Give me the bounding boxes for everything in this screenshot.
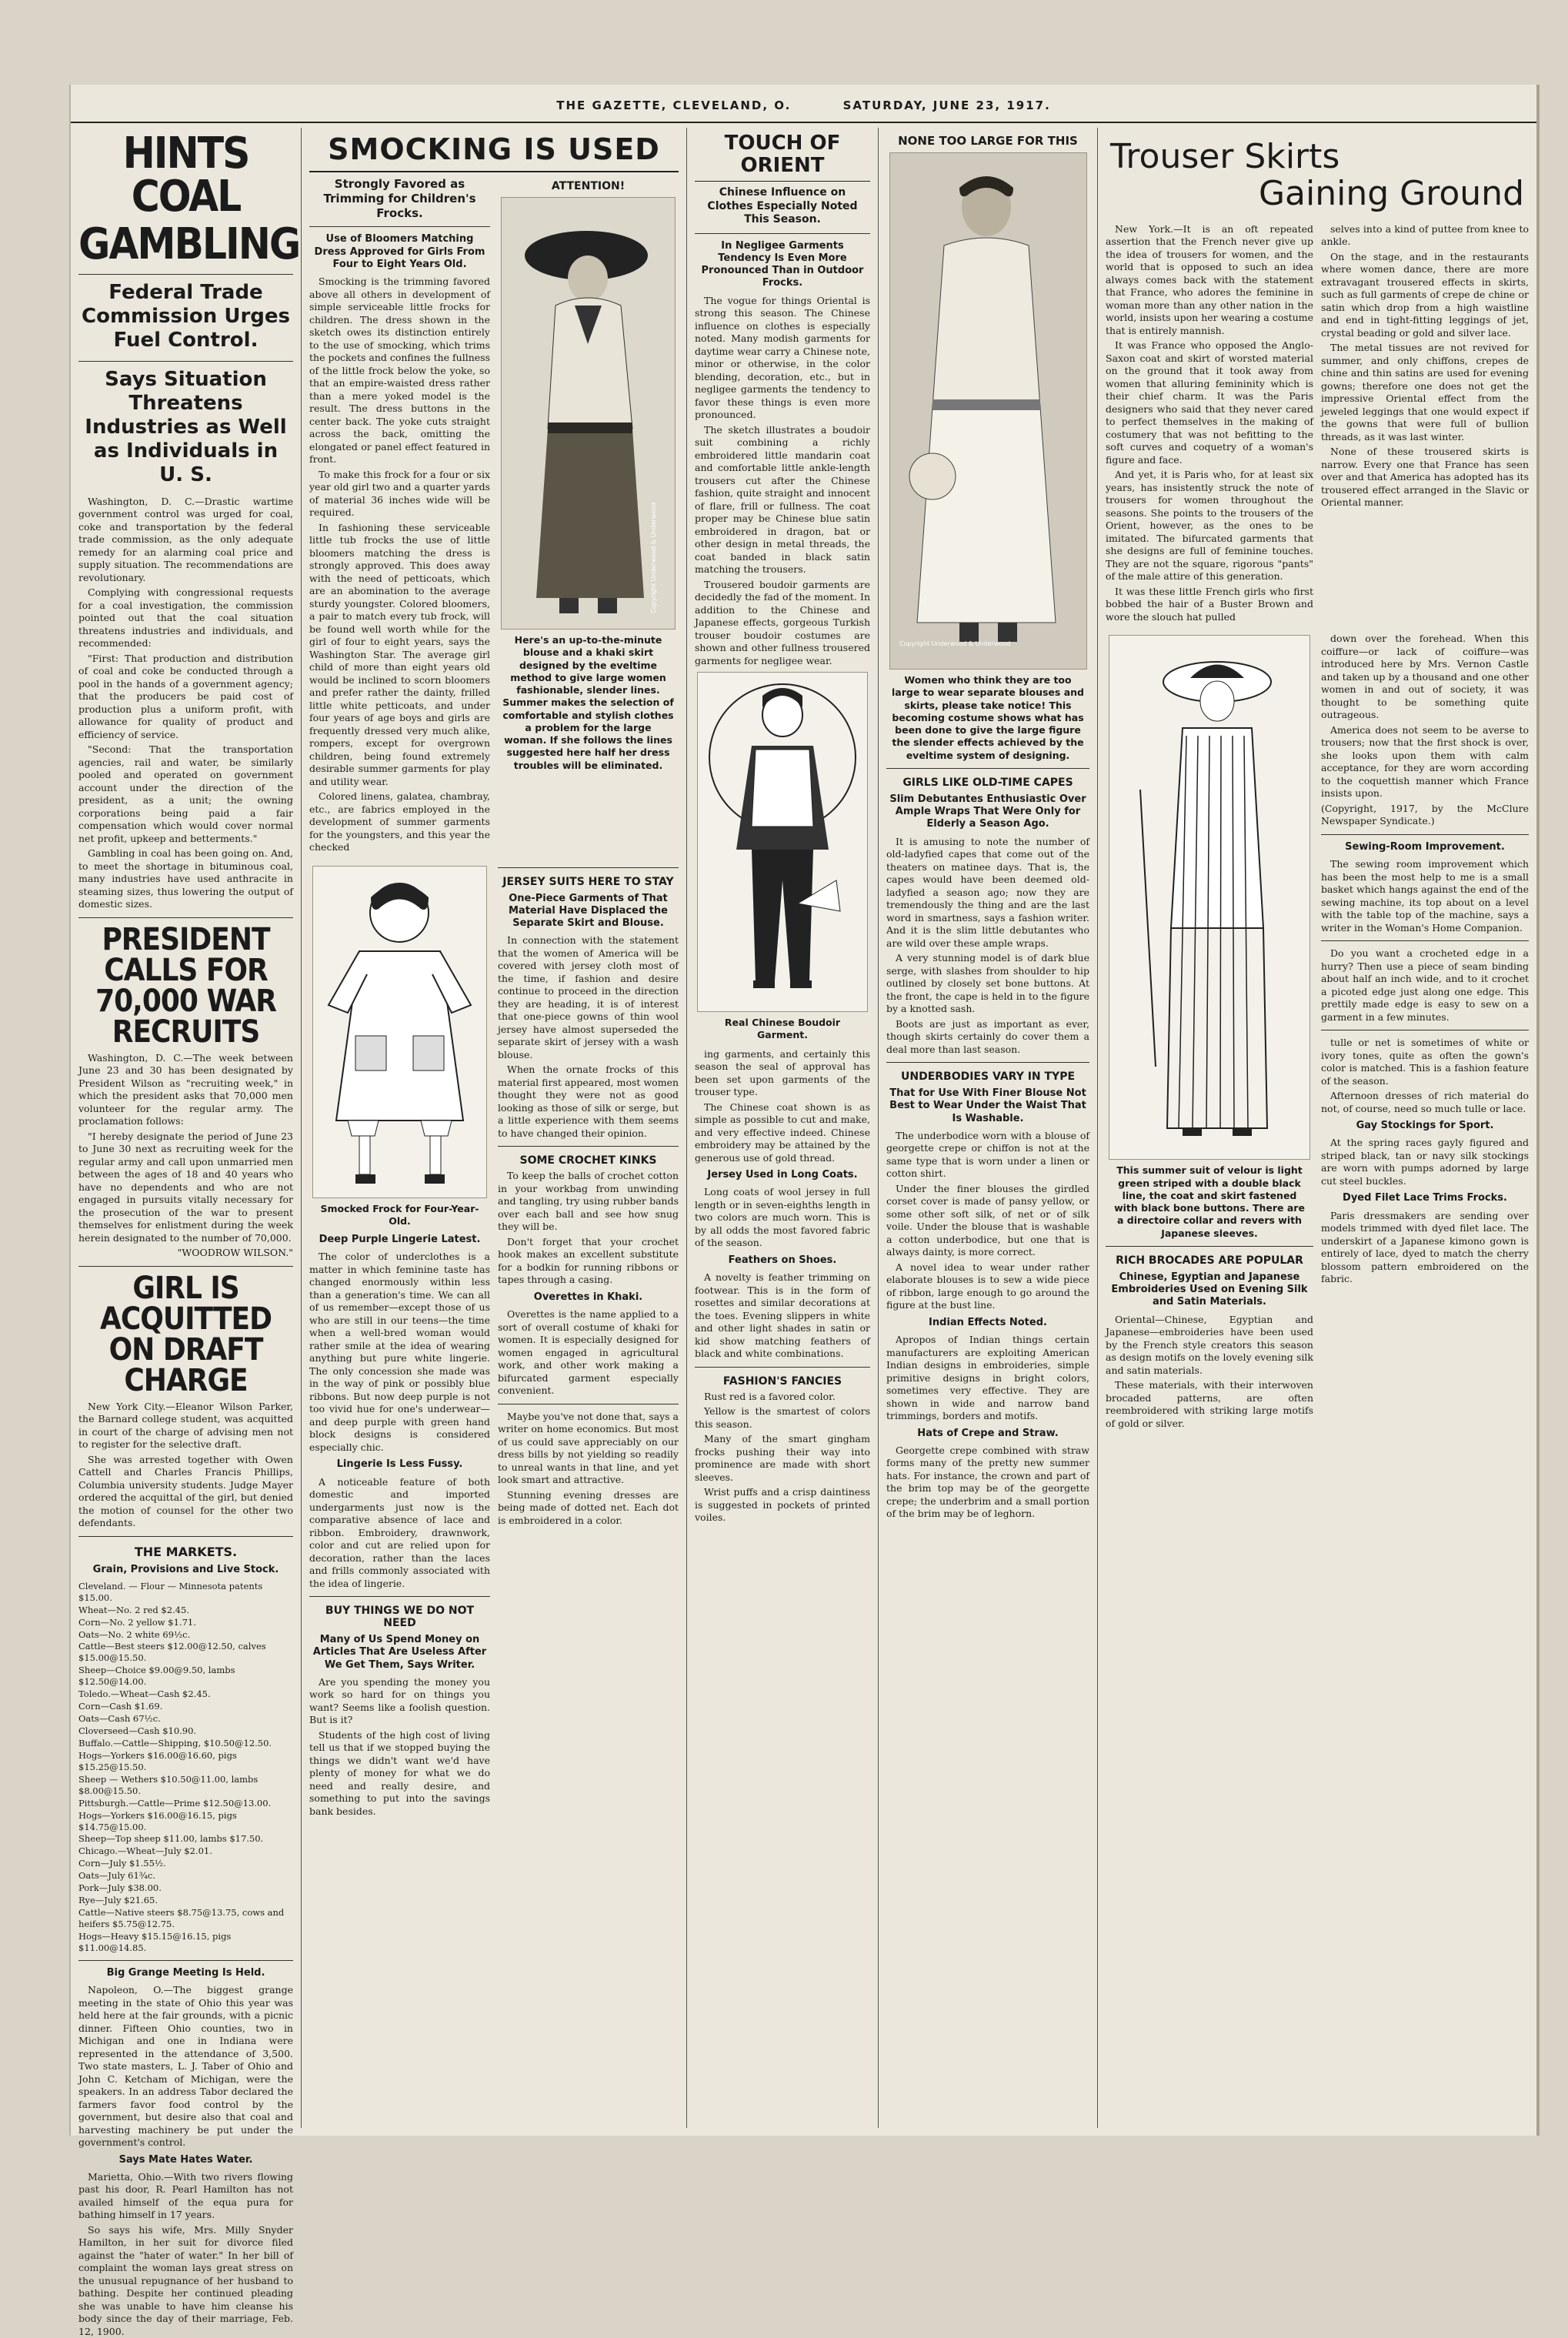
copyright-line: (Copyright, 1917, by the McClure Newspaper Syndicate.) bbox=[1321, 802, 1529, 827]
article-text: The sewing room improvement which has been the most help to me is a small basket which hangs against the end of the sewing machine, its top about on a level with the table top of the machine, says a writer in the Woman's Home Companion. bbox=[1321, 858, 1529, 934]
article-text: In connection with the statement that the women of America will be covered with jersey cloth most of the time, if fashion and desire continue to proceed in the direction they are heading, it is of interest that one-piece gowns of thin wool jersey have almost superseded the separate skirt of jersey with a wash blouse. bbox=[498, 934, 679, 1060]
markets-heading: THE MARKETS. bbox=[134, 1544, 238, 1559]
market-line: Pittsburgh.—Cattle—Prime $12.50@13.00. bbox=[78, 1797, 272, 1809]
article-text: Smocking is the trimming favored above all others in development of simple serviceable little frocks for children. The dress shown in the sketch owes its distinction entirely to the use of smocking, which trims the pockets and confines the fullness of the little frock below the yoke, so that an empire-waisted dress rather than a mere yoked model is the result. The dress buttons in the center back. The yoke cuts straight across the back, omitting the elongated or panel effect featured in front. bbox=[309, 276, 490, 465]
illustration-velour-suit bbox=[1109, 635, 1310, 1160]
article-text: tulle or net is sometimes of white or ivory tones, quite as often the gown's color is matched. This is a fashion feature of the season. bbox=[1321, 1037, 1529, 1087]
article-text: A very stunning model is of dark blue serge, with slashes from shoulder to hip outlined by closely set bone buttons. At the front, the cape is held in to the figure by a knotted sash. bbox=[886, 952, 1089, 1014]
headline-line-2: Gaining Ground bbox=[1258, 174, 1524, 214]
underbodies-heading: UNDERBODIES VARY IN TYPE bbox=[900, 1070, 1076, 1083]
grange-heading: Big Grange Meeting Is Held. bbox=[106, 1966, 265, 1979]
feathers-heading: Feathers on Shoes. bbox=[728, 1254, 837, 1266]
deck-federal-trade: Federal Trade Commission Urges Fuel Control. bbox=[78, 274, 293, 353]
column-3 bbox=[686, 128, 879, 2128]
article-text: The metal tissues are not revived for summer, and only chiffons, crepes de chine and thin satins are used for evening gowns; therefore one does not get the impressive Oriental effect from the jeweled leggings that one would expect if the gowns that were full of bullion threads, as it was last winter. bbox=[1321, 342, 1529, 443]
article-text: Rust red is a favored color. bbox=[704, 1390, 836, 1402]
deck-situation: Says Situation Threatens Industries as Well as Individuals in U. S. bbox=[78, 361, 293, 488]
filet-heading: Dyed Filet Lace Trims Frocks. bbox=[1343, 1192, 1507, 1204]
brocades-heading: RICH BROCADES ARE POPULAR bbox=[1116, 1254, 1303, 1267]
overettes-heading: Overettes in Khaki. bbox=[533, 1291, 643, 1303]
headline-line-1: Trouser Skirts bbox=[1110, 137, 1340, 176]
capes-heading: GIRLS LIKE OLD-TIME CAPES bbox=[902, 776, 1073, 789]
child-frock-drawing bbox=[313, 867, 486, 1197]
woman-photo-figure bbox=[890, 153, 1086, 669]
article-text: Afternoon dresses of rich material do not, of course, need so much tulle or lace. bbox=[1321, 1090, 1529, 1114]
brocades-sub: Chinese, Egyptian and Japanese Embroideries Used on Evening Silk and Satin Materials. bbox=[1111, 1271, 1308, 1308]
market-line: Buffalo.—Cattle—Shipping, $10.50@12.50. bbox=[78, 1737, 272, 1748]
buy-heading: BUY THINGS WE DO NOT NEED bbox=[325, 1605, 475, 1629]
market-line: Hogs—Yorkers $16.00@16.60, pigs $15.25@15.50. bbox=[78, 1749, 237, 1772]
masthead bbox=[71, 99, 1536, 123]
article-text: Apropos of Indian things certain manufacturers are exploiting American Indian designs in embroideries, simple primitive designs in bright colors, sometimes very effective. They are shown in wide and narrow band trimmings, borders and motifs. bbox=[886, 1334, 1089, 1421]
photo-credit: Copyright Underwood & Underwood bbox=[650, 502, 657, 613]
article-text: It was these little French girls who first bobbed the hair of a Buster Brown and wore the slouch hat pulled bbox=[1106, 585, 1313, 623]
headline-smocking: SMOCKING IS USED bbox=[309, 132, 679, 172]
article-text: And yet, it is Paris who, for at least six years, has insistently struck the note of trousers for women throughout the seasons. She points to the trousers of the Orient, however, as the ones to be imitated. The bifurcated garments that she designs are full of feminine touches. They are not the square, rigorous "pants" of the male attire of this generation. bbox=[1106, 469, 1313, 583]
deck-smocking: Strongly Favored as Trimming for Children's Frocks. bbox=[323, 177, 476, 220]
jersey-sub: One-Piece Garments of That Material Have Displaced the Separate Skirt and Blouse. bbox=[509, 892, 668, 929]
market-line: Hogs—Heavy $15.15@16.15, pigs $11.00@14.85. bbox=[78, 1930, 232, 1953]
market-line: Sheep—Choice $9.00@9.50, lambs $12.50@14.00. bbox=[78, 1665, 235, 1688]
market-line: Oats—No. 2 white 69½c. bbox=[78, 1628, 191, 1640]
article-text: Yellow is the smartest of colors this season. bbox=[695, 1405, 870, 1430]
article-text: Don't forget that your crochet hook makes an excellent substitute for a bodkin for running ribbons or tapes through a casing. bbox=[498, 1235, 679, 1286]
article-text: The vogue for things Oriental is strong this season. The Chinese influence on clothes is especially noted. Many modish garments for daytime wear carry a Chinese note, minor or otherwise, in the color blending, decoration, etc., but in negligee garments the tendency to favor these things is even more pronounced. bbox=[695, 294, 870, 421]
article-text: selves into a kind of puttee from knee to ankle. bbox=[1321, 222, 1529, 248]
article-text: Stunning evening dresses are being made of dotted net. Each dot is embroidered in a color. bbox=[498, 1488, 679, 1526]
article-text: "I hereby designate the period of June 23 to June 30 next as recruiting week for the regular army and call upon unmarried men between the ages of 18 and 40 years who have no dependents and who are not engaged in pursuits vitally necessary for the prosecution of the war to present themselves for enlistment during the week herein designated to the number of 70,000. bbox=[78, 1130, 293, 1244]
caption-velour-suit: This summer suit of velour is light green striped with a double black line, the coat and skirt fastened with black bone buttons. There are a directoire collar and revers with Japanese sleeves. bbox=[1114, 1164, 1305, 1239]
article-text: ing garments, and certainly this season the seal of approval has been set upon garments of the trouser type. bbox=[695, 1047, 870, 1098]
article-text: Wrist puffs and a crisp daintiness is suggested in pockets of printed voiles. bbox=[695, 1486, 870, 1524]
article-text: To make this frock for a four or six year old girl two and a quarter yards of material 36 inches wide will be required. bbox=[309, 468, 490, 518]
article-text: On the stage, and in the restaurants where women dance, there are more extravagant trousered effects in skirts, such as full garments of crepe de chine or satin which drop from a high waistline and end in tight-fitting leggings of jet, crystal beading or gold and silver lace. bbox=[1321, 250, 1529, 339]
column-1 bbox=[71, 128, 302, 2337]
crochet-heading: SOME CROCHET KINKS bbox=[519, 1154, 657, 1167]
headline-trouser-skirts bbox=[1110, 139, 1524, 213]
article-text: In fashioning these serviceable little tub frocks the use of little bloomers matching the dress is strongly approved. This does away with the need of petticoats, which are an abomination to the average sturdy youngster. Colored bloomers, a pair to match every tub frock, will be found well worth while for the girl of four to eight years, says the Washington Star. The average girl child of more than eight years old would be inclined to scorn bloomers and prefer rather the dainty, frilled little white petticoats, and under four years of age boys and girls are frequently dressed very much alike, rompers, except for overgrown children, being found extremely desirable summer garments for play and utility wear. bbox=[309, 521, 490, 787]
market-line: Rye—July $21.65. bbox=[78, 1895, 158, 1906]
hats-heading: Hats of Crepe and Straw. bbox=[917, 1427, 1059, 1439]
market-line: Oats—Cash 67½c. bbox=[78, 1713, 161, 1725]
market-line: Sheep — Wethers $10.50@11.00, lambs $8.00@15.50. bbox=[78, 1773, 259, 1796]
sewing-heading: Sewing-Room Improvement. bbox=[1345, 840, 1505, 853]
headline-hints-coal: HINTS COAL bbox=[122, 129, 249, 222]
headline-president: PRESIDENT CALLS FOR 70,000 WAR RECRUITS bbox=[95, 921, 276, 1050]
article-text: None of these trousered skirts is narrow. Every one that France has seen over and that America has adopted has its trousered effect arranged in the Slavic or Oriental manner. bbox=[1321, 446, 1529, 509]
article-text: Marietta, Ohio.—With two rivers flowing past his door, R. Pearl Hamilton has not availed himself of the equa pura for bathing himself in 17 years. bbox=[78, 2170, 293, 2221]
headline-none-too-large: NONE TOO LARGE FOR THIS bbox=[898, 134, 1078, 148]
stockings-heading: Gay Stockings for Sport. bbox=[1356, 1120, 1494, 1132]
article-text: So says his wife, Mrs. Milly Snyder Hamilton, in her suit for divorce filed against the "hater of water." In her bill of complaint the woman lays great stress on the unusual repugnance of her husband to bathing. Despite her continued pleading she was unable to have him cleanse his body since the day of their marriage, Feb. 12, 1900. bbox=[78, 2223, 293, 2337]
article-text: Trousered boudoir garments are decidedly the fad of the moment. In addition to the Chinese and Japanese effects, gorgeous Turkish trouser boudoir costumes are shown and other fullness trousered garments for negligee wear. bbox=[695, 578, 870, 666]
deck-orient: Chinese Influence on Clothes Especially Noted This Season. bbox=[707, 186, 858, 226]
article-text: Paris dressmakers are sending over models trimmed with dyed filet lace. The underskirt of a Japanese kimono gown is entirely of lace, dyed to match the cherry blossom pattern embroidered on the fabric. bbox=[1321, 1209, 1529, 1285]
article-text: It is amusing to note the number of old-ladyfied capes that come out of the theaters on matinee days. That is, the capes would have been deemed old-ladyfied a season ago; now they are tremendously the thing and are the last word in smartness, says a fashion writer. And it is the slim little debutantes who are wild over these ample wraps. bbox=[886, 835, 1089, 949]
article-text: Washington, D. C.—The week between June 23 and 30 has been designated by President Wilson as "recruiting week," in which the president asks that 70,000 men volunteer for the regular army. The proclamation follows: bbox=[78, 1051, 293, 1127]
photo-large-woman bbox=[889, 152, 1087, 670]
article-text: Washington, D. C.—Drastic wartime government control was urged for coal, coke and transportation by the federal trade commission, as the only adequate remedy for an alarming coal price and supply situation. The recommendations are revolutionary. bbox=[78, 495, 293, 583]
underbodies-sub: That for Use With Finer Blouse Not Best to Wear Under the Waist That Is Washable. bbox=[889, 1087, 1086, 1124]
market-line: Corn—July $1.55½. bbox=[78, 1858, 166, 1869]
article-text: At the spring races gayly figured and striped black, tan or navy silk stockings are worn with pumps adorned by large cut steel buckles. bbox=[1321, 1137, 1529, 1187]
market-line: Corn—No. 2 yellow $1.71. bbox=[78, 1616, 196, 1628]
article-text: America does not seem to be averse to trousers; now that the first shock is over, she looks upon them with calm acceptance, for they are worn according to the coquettish manner which France insists upon. bbox=[1321, 723, 1529, 800]
article-text: "First: That production and distribution of coal and coke be conducted through a pool in the hands of a government agency; that the producers be paid cost of production plus a uniform profit, with allowance for quality of product and efficiency of service. bbox=[78, 652, 293, 740]
paper-name: THE GAZETTE, CLEVELAND, O. bbox=[556, 99, 792, 112]
illustration-smocked-frock bbox=[312, 866, 487, 1198]
article-text: Napoleon, O.—The biggest grange meeting in the state of Ohio this year was held here at the fair grounds, with a picnic dinner. Fifteen Ohio counties, two in Michigan and one in Indiana were represented in the attendance of 3,500. Two state masters, L. J. Taber of Ohio and John C. Ketcham of Michigan, were the speakers. In an address Tabor declared the farmers favor food control by the government, but desire also that coal and harvesting machinery be put under the government's control. bbox=[78, 1984, 293, 2149]
article-text: Georgette crepe combined with straw forms many of the pretty new summer hats. For instance, the crown and part of the brim top may be of the georgette crepe; the underbrim and a small portion of the brim may be of leghorn. bbox=[886, 1444, 1089, 1520]
newspaper-page bbox=[69, 85, 1540, 2337]
market-line: Chicago.—Wheat—July $2.01. bbox=[78, 1845, 212, 1857]
market-line: Cleveland. — Flour — Minnesota patents $15.00. bbox=[78, 1580, 263, 1603]
article-text: Complying with congressional requests for a coal investigation, the commission pointed out that the coal situation threatens industries and individuals, and recommended: bbox=[78, 586, 293, 649]
article-text: Oriental—Chinese, Egyptian and Japanese—embroideries have been used by the French style creators this season as design motifs on the lovely evening silk and satin materials. bbox=[1106, 1313, 1313, 1376]
headline-gambling: GAMBLING bbox=[78, 219, 300, 269]
caption-chinese: Real Chinese Boudoir Garment. bbox=[724, 1017, 841, 1041]
article-text: It was France who opposed the Anglo-Saxon coat and skirt of worsted material on the ground that it took away from women that alluring femininity which is their chief charm. It was the Paris designers who said that they never cared to perfect themselves in the making of costumery that was not befitting to the soft curves and coquetry of a woman's figure and face. bbox=[1106, 339, 1313, 466]
market-line: Corn—Cash $1.69. bbox=[78, 1701, 163, 1712]
market-line: Toledo.—Wheat—Cash $2.45. bbox=[78, 1688, 211, 1700]
jersey-heading: JERSEY SUITS HERE TO STAY bbox=[502, 875, 674, 888]
market-line: Pork—July $38.00. bbox=[78, 1882, 162, 1894]
article-text: Colored linens, galatea, chambray, etc., are fabrics employed in the development of summer garments for the youngsters, and this year the checked bbox=[309, 790, 490, 853]
caption-attention: Here's an up-to-the-minute blouse and a khaki skirt designed by the eveltime method to give large women fashionable, slender lines. Summer makes the selection of comfortable and stylish clothes a problem for the large woman. If she follows the lines suggested here half her dress troubles will be eliminated. bbox=[502, 634, 674, 771]
headline-touch-of-orient: TOUCH OF ORIENT bbox=[695, 132, 870, 182]
article-text: New York.—It is an oft repeated assertion that the French never give up the idea of trousers for women, and the world that is opposed to such an idea always comes back with the statement that France, who adores the feminine in woman more than any other nation in the world, insists upon her wearing a costume that is entirely mannish. bbox=[1106, 222, 1313, 336]
article-text: Students of the high cost of living tell us that if we stopped buying the things we didn't want we'd have plenty of money for what we do need and really desire, and something to put into the savings bank besides. bbox=[309, 1728, 490, 1817]
sub-orient: In Negligee Garments Tendency Is Even More Pronounced Than in Outdoor Frocks. bbox=[701, 239, 864, 289]
market-line: Cloverseed—Cash $10.90. bbox=[78, 1725, 197, 1736]
market-line: Wheat—No. 2 red $2.45. bbox=[78, 1604, 189, 1615]
article-text: Many of the smart gingham frocks pushing their way into prominence are made with short sleeves. bbox=[695, 1433, 870, 1483]
article-text: down over the forehead. When this coiffure—or lack of coiffure—was introduced here by Mrs. Vernon Castle and taken up by a thousand and one other women in and out of society, it was thought to be something quite outrageous. bbox=[1321, 633, 1529, 721]
article-text: The Chinese coat shown is as simple as possible to cut and make, and very effective indeed. Chinese embroidery may be attained by the generous use of gold thread. bbox=[695, 1101, 870, 1164]
column-4 bbox=[879, 128, 1098, 2128]
attention-label: ATTENTION! bbox=[551, 180, 626, 192]
markets-subheading: Grain, Provisions and Live Stock. bbox=[92, 1563, 279, 1575]
buy-sub: Many of Us Spend Money on Articles That Are Useless After We Get Them, Says Writer. bbox=[312, 1634, 487, 1671]
article-text: Overettes is the name applied to a sort of overall costume of khaki for women. It is especially designed for women engaged in agricultural work, and other work making a bifurcated garment especially convenient. bbox=[498, 1308, 679, 1396]
column-5 bbox=[1098, 128, 1536, 2128]
article-text: The sketch illustrates a boudoir suit combining a richly embroidered little mandarin coat and comfortable little ankle-length trousers cut after the Chinese fashion, quite straight and innocent of flare, frill or fullness. The coat proper may be Chinese blue satin embroidered in dragon, bat or other design in metal threads, the coat banded in black satin matching the trousers. bbox=[695, 423, 870, 576]
indian-heading: Indian Effects Noted. bbox=[929, 1316, 1047, 1328]
market-line: Sheep—Top sheep $11.00, lambs $17.50. bbox=[78, 1833, 264, 1845]
photo-credit: Copyright Underwood & Underwood bbox=[899, 640, 1010, 647]
paper-date: SATURDAY, JUNE 23, 1917. bbox=[842, 99, 1051, 112]
caption-none-too-large: Women who think they are too large to wear separate blouses and skirts, please take notice! This becoming costume shows what has been done to give the large figure the slender effects achieved by the eveltime system of designing. bbox=[892, 674, 1084, 761]
chinese-figure-drawing bbox=[698, 673, 867, 1011]
article-text: Gambling in coal has been going on. And, to meet the shortage in bituminous coal, many industries have used anthracite in steaming sizes, thus lowering the output of domestic sizes. bbox=[78, 847, 293, 910]
fancies-heading: FASHION'S FANCIES bbox=[722, 1374, 842, 1388]
market-line: Oats—July 61¾c. bbox=[78, 1870, 156, 1882]
article-text: A noticeable feature of both domestic and imported undergarments just now is the comparative absence of lace and ribbon. Embroidery, drawnwork, color and cut are relied upon for decoration, rather than the laces and frills commonly associated with the idea of lingerie. bbox=[309, 1475, 490, 1589]
article-text: Do you want a crocheted edge in a hurry? Then use a piece of seam binding about half an inch wide, and to it crochet a picoted edge just along one edge. This prettily made edge is easy to sew on a garment in a few minutes. bbox=[1321, 947, 1529, 1023]
article-text: The color of underclothes is a matter in which feminine taste has changed enormously within less than a generation's time. We can all of us remember—except those of us who are still in our teens—the time when a well-bred woman would rather smile at the idea of wearing anything but pure white lingerie. The only concession she made was in the way of pink or possibly blue ribbons. But now deep purple is not too vivid hue for one's underwear—and deep purple with green hand block designs is considered especially chic. bbox=[309, 1251, 490, 1453]
striped-suit-drawing bbox=[1109, 636, 1309, 1159]
market-line: Hogs—Yorkers $16.00@16.15, pigs $14.75@15.00. bbox=[78, 1809, 237, 1832]
article-text: Maybe you've not done that, says a writer on home economics. But most of us could save appreciably on our dress bills by not yielding so readily to unreal wants in that line, and yet look smart and attractive. bbox=[498, 1410, 679, 1485]
signature: "WOODROW WILSON." bbox=[177, 1247, 293, 1258]
article-text: Long coats of wool jersey in full length or in seven-eighths length in two colors are much worn. This is by all odds the most favored fabric of the season. bbox=[695, 1186, 870, 1249]
article-text: "Second: That the transportation agencies, rail and water, be similarly pooled and operated on government account under the direction of the president, as a unit; the owning corporations being paid a fair compensation which would cover normal net profit, upkeep and betterments." bbox=[78, 743, 293, 844]
article-text: She was arrested together with Owen Cattell and Charles Francis Phillips, Columbia university students. Judge Mayer ordered the acquittal of the girl, but denied the motion of counsel for the other two defendants. bbox=[78, 1453, 293, 1528]
photo-large-woman-khaki bbox=[501, 197, 676, 630]
article-text: A novel idea to wear under rather elaborate blouses is to sew a wide piece of ribbon, large enough to go around the figure at the bust line. bbox=[886, 1261, 1089, 1311]
article-text: Boots are just as important as ever, though skirts certainly do cover them a deal more than last season. bbox=[886, 1017, 1089, 1055]
article-text: Are you spending the money you work so hard for on things you want? Seems like a foolish question. But is it? bbox=[309, 1675, 490, 1726]
article-text: The underbodice worn with a blouse of georgette crepe or chiffon is not at the same type that is worn under a linen or cotton shirt. bbox=[886, 1129, 1089, 1180]
woman-khaki-figure bbox=[502, 198, 675, 629]
article-text: A novelty is feather trimming on footwear. This is in the form of rosettes and similar decorations at the toes. Evening slippers in white and other light shades in satin or kid show matching feathers of black and white combinations. bbox=[695, 1271, 870, 1360]
article-text: These materials, with their interwoven brocaded patterns, are often reembroidered with striking large motifs of gold or silver. bbox=[1106, 1379, 1313, 1429]
article-text: New York City.—Eleanor Wilson Parker, the Barnard college student, was acquitted in court of the charge of advising men not to register for the selective draft. bbox=[78, 1400, 293, 1450]
article-text: When the ornate frocks of this material first appeared, most women thought they were not as good looking as those of silk or serge, but a little experience with them seems to have changed their opinion. bbox=[498, 1064, 679, 1139]
market-list bbox=[78, 1581, 293, 1954]
lingerie-heading: Deep Purple Lingerie Latest. bbox=[319, 1234, 481, 1245]
article-text: Under the finer blouses the girdled corset cover is made of pansy yellow, or some other soft silk, of net or of silk voile. Under the blouse that is washable a cotton underbodice, but one that is always dainty, is more correct. bbox=[886, 1182, 1089, 1258]
capes-sub: Slim Debutantes Enthusiastic Over Ample Wraps That Were Only for Elderly a Season Ago. bbox=[889, 793, 1086, 830]
jersey-coats-heading: Jersey Used in Long Coats. bbox=[707, 1169, 858, 1181]
sub-smocking: Use of Bloomers Matching Dress Approved for Girls From Four to Eight Years Old. bbox=[314, 233, 485, 270]
illustration-chinese-garment bbox=[697, 672, 868, 1012]
market-line: Cattle—Native steers $8.75@13.75, cows and heifers $5.75@12.75. bbox=[78, 1907, 285, 1929]
column-2 bbox=[302, 128, 686, 2128]
market-line: Cattle—Best steers $12.00@12.50, calves $15.00@15.50. bbox=[78, 1641, 266, 1664]
caption-smocked: Smocked Frock for Four-Year-Old. bbox=[320, 1202, 479, 1227]
article-text: To keep the balls of crochet cotton in your workbag from unwinding and tangling, try using rubber bands over each ball and see how snug they will be. bbox=[498, 1170, 679, 1233]
headline-girl-acquitted: GIRL IS ACQUITTED ON DRAFT CHARGE bbox=[100, 1270, 272, 1398]
fussy-heading: Lingerie Is Less Fussy. bbox=[336, 1458, 463, 1471]
mate-heading: Says Mate Hates Water. bbox=[118, 2153, 253, 2166]
